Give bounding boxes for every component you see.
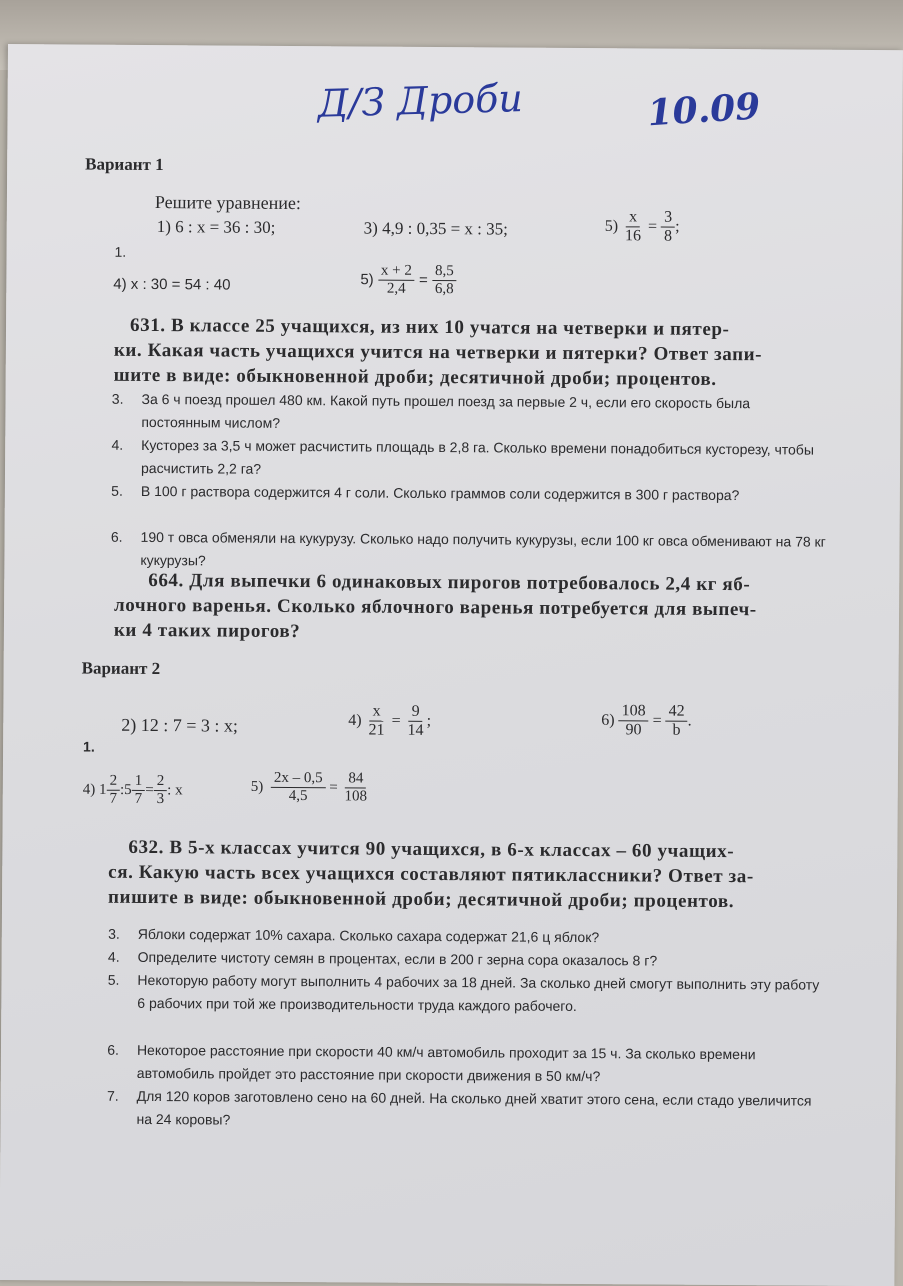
- handwritten-date: 10.09: [646, 85, 762, 135]
- variant1-eq4: 4) x : 30 = 54 : 40: [113, 275, 231, 294]
- task-text: Некоторую работу могут выполнить 4 рабочих за 18 дней. За сколько дней смогут выполнить эту работу 6 рабочих при той же производительности труда каждого рабочего.: [137, 971, 820, 1014]
- variant2-eq6: 6) $\frac{108}{90}$ = $\frac{42}{b}$ .: [601, 702, 692, 740]
- variant1-item-number: 1.: [114, 243, 127, 260]
- task-text: За 6 ч поезд прошел 480 км. Какой путь прошел поезд за первые 2 ч, если его скорость была постоянным числом?: [141, 390, 751, 431]
- fraction: $\frac{8,5}{6,8}$: [432, 263, 457, 299]
- task-text: Кусторез за 3,5 ч может расчистить площадь в 2,8 га. Сколько времени понадобиться кусторезу, чтобы расчистить 2,2 га?: [140, 436, 814, 477]
- task-number: 3.: [111, 390, 124, 407]
- fraction: $\frac{42}{b}$: [666, 703, 688, 741]
- fraction: $\frac{2}{3}$: [154, 773, 168, 809]
- variant1-title: Вариант 1: [85, 154, 164, 175]
- variant2-title: Вариант 2: [81, 658, 161, 679]
- variant2-eq5: 5) $\frac{2x - 0,5}{4,5}$ = $\frac{84}{108}$: [251, 770, 370, 806]
- fraction: $\frac{x}{21}$: [368, 702, 385, 740]
- task-632-line-2: ся. Какую часть всех учащихся составляют пятиклассники? Ответ за-: [108, 861, 754, 888]
- task-631-line-2: ки. Какая часть учащихся учится на четверки и пятерки? Ответ запи-: [113, 339, 763, 366]
- task-664-line-2: лочного варенья. Сколько яблочного варенья потребуется для выпеч-: [114, 594, 757, 621]
- worksheet-page: [0, 44, 903, 1286]
- task-text: 190 т овса обменяли на кукурузу. Сколько надо получить кукурузы, если 100 кг овса обменивают на 78 кг кукурузы?: [140, 528, 826, 569]
- fraction: $\frac{1}{7}$: [132, 773, 146, 809]
- task-text: Яблоки содержат 10% сахара. Сколько сахара содержат 21,6 ц яблок?: [137, 925, 600, 946]
- variant1-eq5: 5) $\frac{x}{16}$ = $\frac{3}{8}$ ;: [604, 208, 680, 246]
- fraction: $\frac{108}{90}$: [618, 702, 648, 740]
- fraction: $\frac{x}{16}$: [624, 208, 642, 245]
- variant2-eq4: 4) $\frac{x}{21}$ = $\frac{9}{14}$ ;: [348, 702, 432, 740]
- task-number: 6.: [110, 528, 123, 545]
- task-number: 6.: [107, 1041, 120, 1058]
- task-number: 5.: [107, 971, 120, 988]
- task-632-line-1: 632. В 5-х классах учится 90 учащихся, в 6-х классах – 60 учащих-: [128, 836, 735, 863]
- task-632-line-3: пишите в виде: обыкновенной дроби; десятичной дроби; процентов.: [107, 886, 735, 913]
- task-number: 4.: [107, 948, 120, 965]
- fraction: $\frac{9}{14}$: [407, 702, 424, 740]
- task-number: 5.: [111, 482, 123, 499]
- task-664-line-1: 664. Для выпечки 6 одинаковых пирогов потребовалось 2,4 кг яб-: [148, 569, 751, 596]
- task-text: В 100 г раствора содержится 4 г соли. Сколько граммов соли содержится в 300 г раствора?: [140, 482, 740, 504]
- fraction: $\frac{2}{7}$: [106, 773, 120, 809]
- handwritten-title: Д/З Дроби: [317, 76, 524, 126]
- task-text: Определите чистоту семян в процентах, если в 200 г зерна сора оказалось 8 г?: [137, 948, 658, 969]
- fraction: $\frac{84}{108}$: [344, 770, 368, 805]
- task-number: 3.: [108, 925, 120, 942]
- task-664-line-3: ки 4 таких пирогов?: [113, 619, 301, 643]
- fraction: $\frac{3}{8}$: [661, 209, 675, 247]
- task-number: 7.: [106, 1087, 119, 1104]
- task-text: Для 120 коров заготовлено сено на 60 дней. На сколько дней хватит этого сена, если стадо увеличится на 24 коровы?: [136, 1087, 812, 1128]
- variant2-eq4b: 4) 1 $\frac{2}{7}$ :5 $\frac{1}{7}$ = $\frac{2}{3}$ : x: [82, 772, 183, 808]
- task-number: 4.: [111, 436, 124, 453]
- task-text: Некоторое расстояние при скорости 40 км/ч автомобиль проходит за 15 ч. За сколько времени автомобиль пройдет это расстояние при скорости движения в 50 км/ч?: [136, 1041, 756, 1085]
- fraction: $\frac{x + 2}{2,4}$: [378, 263, 415, 299]
- variant2-item-number: 1.: [83, 738, 95, 755]
- variant1-instruction: Решите уравнение:: [154, 192, 301, 214]
- variant1-eq3: 3) 4,9 : 0,35 = x : 35;: [363, 218, 508, 239]
- task-631-line-3: шите в виде: обыкновенной дроби; десятичной дроби; процентов.: [113, 364, 717, 390]
- variant1-eq1: 1) 6 : x = 36 : 30;: [156, 217, 276, 237]
- variant1-eq5b: 5) $\frac{x + 2}{2,4}$ = $\frac{8,5}{6,8}$: [360, 262, 457, 298]
- variant2-eq2: 2) 12 : 7 = 3 : x;: [121, 714, 238, 736]
- task-631-line-1: 631. В классе 25 учащихся, из них 10 учатся на четверки и пятер-: [129, 314, 730, 341]
- fraction: $\frac{2x - 0,5}{4,5}$: [271, 770, 326, 806]
